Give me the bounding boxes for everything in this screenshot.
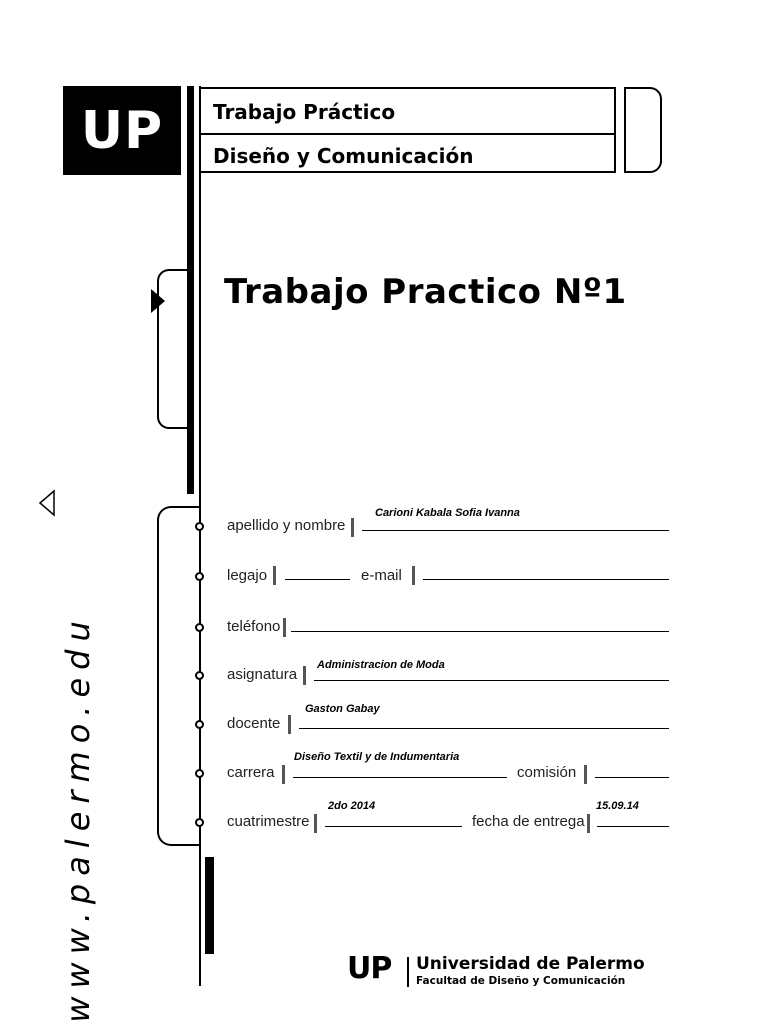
up-logo-text: UP xyxy=(80,100,164,161)
asignatura-value: Administracion de Moda xyxy=(317,659,445,671)
field-marker xyxy=(314,814,317,833)
bullet-icon xyxy=(195,572,204,581)
side-url: www.palermo.edu xyxy=(59,613,97,1023)
field-marker xyxy=(412,566,415,585)
asignatura-label: asignatura xyxy=(227,666,298,683)
bullet-icon xyxy=(195,818,204,827)
footer-faculty: Facultad de Diseño y Comunicación xyxy=(416,975,626,987)
carrera-label: carrera xyxy=(227,764,275,781)
fecha-label: fecha de entrega xyxy=(472,813,585,830)
header-title: Trabajo Práctico xyxy=(213,100,396,124)
field-marker xyxy=(288,715,291,734)
comision-label: comisión xyxy=(517,764,577,781)
bullet-icon xyxy=(195,720,204,729)
lower-thick-bar xyxy=(205,857,214,954)
triangle-right-filled-icon xyxy=(151,289,165,313)
cuatrimestre-field[interactable] xyxy=(325,826,462,827)
footer-up-logo: UP xyxy=(347,951,392,986)
field-marker xyxy=(303,666,306,685)
field-marker xyxy=(587,814,590,833)
fecha-value: 15.09.14 xyxy=(596,800,639,812)
field-marker xyxy=(584,765,587,784)
bullet-icon xyxy=(195,522,204,531)
apellido-label: apellido y nombre xyxy=(227,517,346,534)
apellido-value: Carioni Kabala Sofia Ivanna xyxy=(375,507,520,519)
field-marker xyxy=(273,566,276,585)
bullet-icon xyxy=(195,623,204,632)
main-title: Trabajo Practico Nº1 xyxy=(224,272,627,312)
field-marker xyxy=(282,765,285,784)
footer-university: Universidad de Palermo xyxy=(416,954,645,974)
email-field[interactable] xyxy=(423,579,669,580)
legajo-field[interactable] xyxy=(285,579,350,580)
docente-label: docente xyxy=(227,715,281,732)
header-box xyxy=(201,87,616,173)
carrera-field[interactable] xyxy=(293,777,507,778)
cuatrimestre-label: cuatrimestre xyxy=(227,813,310,830)
field-marker xyxy=(351,518,354,537)
telefono-label: teléfono xyxy=(227,618,281,635)
cuatrimestre-value: 2do 2014 xyxy=(328,800,376,812)
carrera-value: Diseño Textil y de Indumentaria xyxy=(294,751,460,763)
asignatura-field[interactable] xyxy=(314,680,669,681)
bullet-icon xyxy=(195,671,204,680)
field-marker xyxy=(283,618,286,637)
up-logo xyxy=(63,86,181,175)
legajo-label: legajo xyxy=(227,567,268,584)
fecha-field[interactable] xyxy=(597,826,669,827)
comision-field[interactable] xyxy=(595,777,669,778)
footer-separator xyxy=(407,957,409,987)
right-tab-edge xyxy=(624,87,626,173)
docente-field[interactable] xyxy=(299,728,669,729)
apellido-field[interactable] xyxy=(362,530,669,531)
triangle-left-outline-icon xyxy=(38,489,56,517)
docente-value: Gaston Gabay xyxy=(305,703,380,715)
telefono-field[interactable] xyxy=(291,631,669,632)
right-tab xyxy=(624,87,662,173)
email-label: e-mail xyxy=(361,567,402,584)
header-divider xyxy=(201,133,614,135)
bullet-icon xyxy=(195,769,204,778)
header-subtitle: Diseño y Comunicación xyxy=(213,144,474,168)
